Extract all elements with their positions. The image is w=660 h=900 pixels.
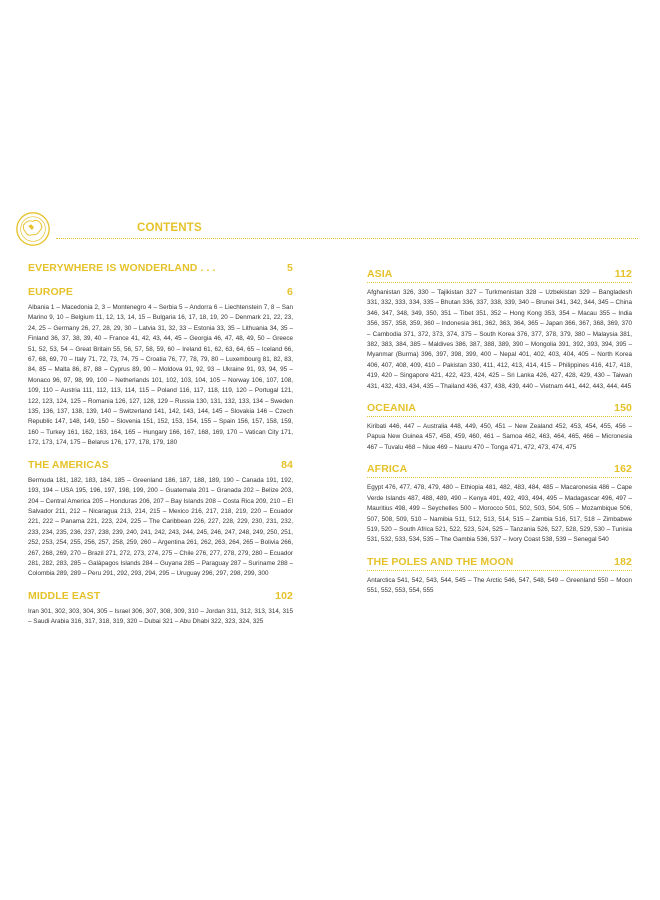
section-title: MIDDLE EAST xyxy=(28,589,101,602)
section-page-number: 150 xyxy=(614,402,632,415)
intro-page-number: 5 xyxy=(287,262,293,274)
section-heading-europe[interactable] xyxy=(28,286,293,298)
section-title: EUROPE xyxy=(28,286,73,298)
section-africa xyxy=(367,463,632,545)
section-asia xyxy=(367,268,632,392)
contents-right-column xyxy=(367,268,632,607)
section-middle-east xyxy=(28,590,293,628)
section-page-number: 84 xyxy=(281,458,293,471)
section-heading-poles[interactable] xyxy=(367,556,632,571)
section-heading-asia[interactable] xyxy=(367,268,632,283)
section-heading-oceania[interactable] xyxy=(367,402,632,417)
section-entries: Antarctica 541, 542, 543, 544, 545 – The Arctic 546, 547, 548, 549 – Greenland 550 – Moon 551, 552, 553, 554, 555 xyxy=(367,576,632,595)
section-title: THE POLES AND THE MOON xyxy=(367,555,514,568)
section-entries: Egypt 476, 477, 478, 479, 480 – Ethiopia 481, 482, 483, 484, 485 – Macaronesia 486 – Cape Verde Islands 487, 488, 489, 490 – Kenya 491, 492, 493, 494, 495 – Madagascar 496, 497 – Mauritius 498, 499 – Seychelles 500 – Morocco 501, 502, 503, 504, 505 – Mozambique 506, 507, 508, 509, 510 – Namibia 511, 512, 513, 514, 515 – Zambia 516, 517, 518 – Zimbabwe 519, 520 – South Africa 521, 522, 523, 524, 525 – Tanzania 526, 527, 528, 529, 530 – Tunisia 531, 532, 533, 534, 535 – The Gambia 536, 537 – Ivory Coast 538, 539 – Senegal 540 xyxy=(367,484,632,544)
section-europe xyxy=(28,286,293,449)
section-americas xyxy=(28,459,293,580)
section-title: ASIA xyxy=(367,268,393,280)
section-heading-africa[interactable] xyxy=(367,463,632,478)
page-title: CONTENTS xyxy=(137,222,202,234)
section-page-number: 182 xyxy=(614,555,632,568)
intro-label: EVERYWHERE IS WONDERLAND . . . xyxy=(28,262,216,274)
section-title: THE AMERICAS xyxy=(28,458,109,471)
section-entries: Iran 301, 302, 303, 304, 305 – Israel 306, 307, 308, 309, 310 – Jordan 311, 312, 313, 314, 315 – Saudi Arabia 316, 317, 318, 319, 320 – Dubai 321 – Abu Dhabi 322, 323, 324, 325 xyxy=(28,607,293,626)
section-page-number: 102 xyxy=(275,589,293,602)
toc-entry-intro[interactable] xyxy=(28,262,293,274)
section-entries: Albania 1 – Macedonia 2, 3 – Montenegro 4 – Serbia 5 – Andorra 6 – Liechtenstein 7, 8 – San Marino 9, 10 – Belgium 11, 12, 13, 14, 15 – Bulgaria 16, 17, 18, 19, 20 – Denmark 21, 22, 23, 24, 25 – Germany 26, 27, 28, 29, 30 – Latvia 31, 32, 33 – Estonia 33, 35 – Lithuania 34, 35 – Finland 36, 37, 38, 39, 40 – France 41, 42, 43, 44, 45 – Georgia 46, 47, 48, 49, 50 – Greece 51, 52, 53, 54 – Great Britain 55, 56, 57, 58, 59, 60 – Ireland 61, 62, 63, 64, 65 – Iceland 66, 67, 68, 69, 70 – Italy 71, 72, 73, 74, 75 – Croatia 76, 77, 78, 79, 80 – Luxembourg 81, 82, 83, 84, 85 – Malta 86, 87, 88 – Cyprus 89, 90 – Moldova 91, 92, 93 – Ukraine 91, 93, 94, 95 – Monaco 96, 97, 98, 99, 100 – Netherlands 101, 102, 103, 104, 105 – Norway 106, 107, 108, 109, 110 – Austria 111, 112, 113, 114, 115 – Poland 116, 117, 118, 119, 120 – Portugal 121, 122, 123, 124, 125 – Romania 126, 127, 128, 129 – Russia 130, 131, 132, 133, 134 – Sweden 135, 136, 137, 138, 139, 140 – Switzerland 141, 142, 143, 144, 145 – Slovakia 146 – Czech Republic 147, 148, 149, 150 – Slovenia 151, 152, 153, 154, 155 – Spain 156, 157, 158, 159, 160 – Turkey 161, 162, 163, 164, 165 – Hungary 166, 167, 168, 169, 170 – Vatican City 171, 172, 173, 174, 175 – Belarus 176, 177, 178, 179, 180 xyxy=(28,304,293,447)
section-page-number: 112 xyxy=(614,268,632,280)
title-divider xyxy=(56,238,638,239)
section-heading-americas[interactable] xyxy=(28,459,293,471)
section-entries: Bermuda 181, 182, 183, 184, 185 – Greenland 186, 187, 188, 189, 190 – Canada 191, 192, 193, 194 – USA 195, 196, 197, 198, 199, 200 – Guatemala 201 – Granada 202 – Belize 203, 204 – Central America 205 – Honduras 206, 207 – Bay Islands 208 – Costa Rica 209, 210 – El Salvador 211, 212 – Nicaragua 213, 214, 215 – Mexico 216, 217, 218, 219, 220 – Ecuador 221, 222 – Panama 221, 223, 224, 225 – The Caribbean 226, 227, 228, 229, 230, 231, 232, 233, 234, 235, 236, 237, 238, 239, 240, 241, 242, 243, 244, 245, 246, 247, 248, 249, 250, 251, 252, 253, 254, 255, 256, 257, 258, 259, 260 – Argentina 261, 262, 263, 264, 265 – Bolivia 266, 267, 268, 269, 270 – Brazil 271, 272, 273, 274, 275 – Chile 276, 277, 278, 279, 280 – Ecuador 281, 282, 283, 285 – Galápagos Islands 284 – Guyana 285 – Paraguay 287 – Suriname 288 – Colombia 289, 289 – Peru 291, 292, 293, 294, 295 – Uruguay 296, 297, 298, 299, 300 xyxy=(28,476,293,578)
section-page-number: 162 xyxy=(614,463,632,476)
section-poles xyxy=(367,556,632,597)
section-oceania xyxy=(367,402,632,453)
section-entries: Afghanistan 326, 330 – Tajikistan 327 – Turkmenistan 328 – Uzbekistan 329 – Bangladesh 331, 332, 333, 334, 335 – Bhutan 336, 337, 338, 339, 340 – Brunei 341, 342, 344, 345 – China 346, 347, 348, 349, 350, 351 – Tibet 351, 352 – Hong Kong 353, 354 – Macau 355 – India 356, 357, 358, 359, 360 – Indonesia 361, 362, 363, 364, 365 – Japan 366, 367, 368, 369, 370 – Cambodia 371, 372, 373, 374, 375 – South Korea 376, 377, 378, 379, 380 – Malaysia 381, 382, 383, 384, 385 – Maldives 386, 387, 388, 389, 390 – Mongolia 391, 392, 393, 394, 395 – Myanmar (Burma) 396, 397, 398, 399, 400 – Nepal 401, 402, 403, 404, 405 – North Korea 406, 407, 408, 409, 410 – Pakistan 330, 411, 412, 413, 414, 415 – Philippines 416, 417, 418, 419, 420 – Singapore 421, 422, 423, 424, 425 – Sri Lanka 426, 427, 428, 429, 430 – Taiwan 431, 432, 433, 434, 435 – Thailand 436, 437, 438, 439, 440 – Vietnam 441, 442, 443, 444, 445 xyxy=(367,289,632,390)
section-title: OCEANIA xyxy=(367,402,417,415)
contents-left-column xyxy=(28,262,293,638)
section-page-number: 6 xyxy=(287,286,293,298)
globe-emblem-icon xyxy=(14,210,52,248)
section-heading-middle-east[interactable] xyxy=(28,590,293,602)
section-entries: Kiribati 446, 447 – Australia 448, 449, 450, 451 – New Zealand 452, 453, 454, 455, 456 – Papua New Guinea 457, 458, 459, 460, 461 – Samoa 462, 463, 464, 465, 466 – Micronesia 467 – Tuvalu 468 – Niue 469 – Nauru 470 – Tonga 471, 472, 473, 474, 475 xyxy=(367,423,632,451)
section-title: AFRICA xyxy=(367,463,408,476)
